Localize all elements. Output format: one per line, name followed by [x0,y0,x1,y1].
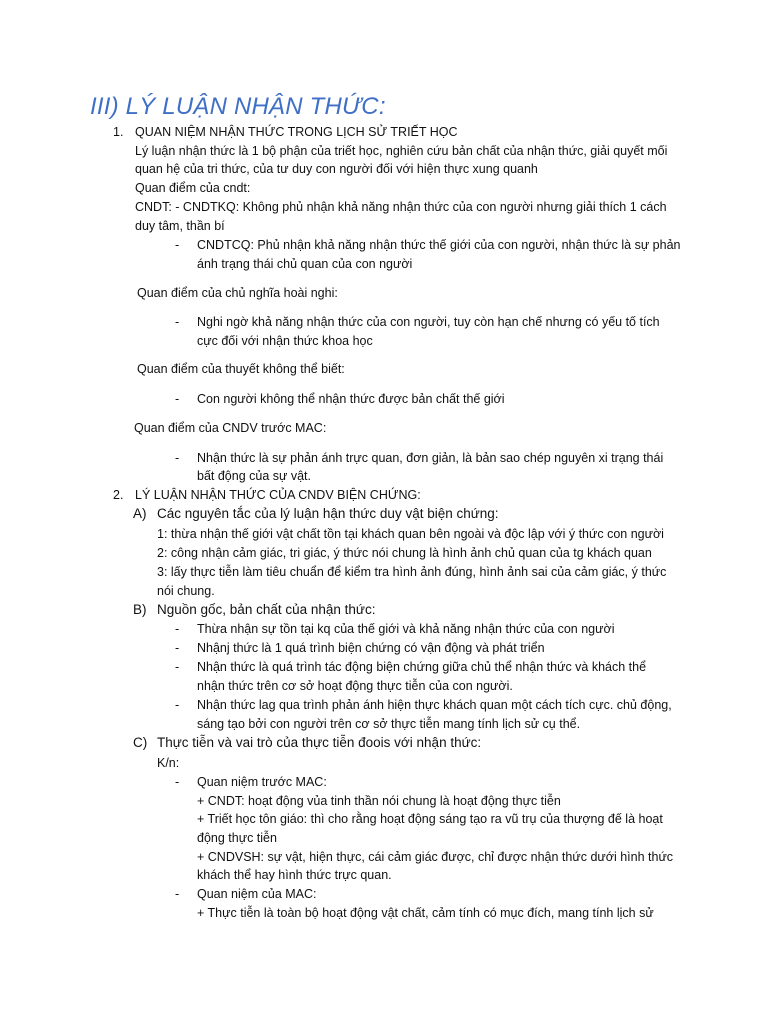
paragraph-line: CNDT: - CNDTKQ: Không phủ nhận khả năng nhận thức của con người nhưng giải thích 1 cách [135,200,667,214]
section1-title: QUAN NIỆM NHẬN THỨC TRONG LỊCH SỬ TRIẾT HỌC [135,125,458,139]
bullet-text: + Triết học tôn giáo: thì cho rằng hoạt động sáng tạo ra vũ trụ của thượng đế là hoạt [197,812,663,826]
bullet-text: + CNDVSH: sự vật, hiện thực, cái cảm giác được, chỉ được nhận thức dưới hình thức [197,850,674,864]
bullet-text: + CNDT: hoạt động vủa tinh thần nói chung là hoạt động thực tiễn [197,794,561,808]
bullet-text: ánh trạng thái chủ quan của con người [197,257,413,271]
bullet-text: sáng tạo bởi con người trên cơ sở thực tiễn mang tính lịch sử cụ thể. [197,717,581,731]
bullet-dash: - [175,887,180,901]
paragraph-line: duy tâm, thần bí [135,219,225,233]
bullet-dash: - [175,392,180,406]
bullet-text: Nhận thức là quá trình tác động biện chứng giữa chủ thể nhận thức và khách thể [197,660,647,674]
section-heading: III) LÝ LUẬN NHẬN THỨC: [90,93,386,120]
bullet-text: Quan niệm của MAC: [197,887,317,901]
paragraph-line: 3: lấy thực tiễn làm tiêu chuẩn để kiểm tra hình ảnh đúng, hình ảnh sai của cảm giác, ý thức [157,565,667,579]
bullet-text: Nhận thức lag qua trình phản ánh hiện thực khách quan một cách tích cực. chủ động, [197,698,672,712]
bullet-text: Nhậnj thức là 1 quá trình biện chứng có vận động và phát triển [197,641,545,655]
bullet-dash: - [175,238,180,252]
subsection-c-title: Thực tiễn và vai trò của thực tiễn đoois với nhận thức: [157,735,482,750]
bullet-dash: - [175,775,180,789]
paragraph-line: Quan điểm của cndt: [135,181,251,195]
sublist-label-c: C) [133,735,148,750]
sublist-label-a: A) [133,506,147,521]
bullet-dash: - [175,315,180,329]
bullet-text: CNDTCQ: Phủ nhận khả năng nhận thức thế giới của con người, nhận thức là sự phản [197,238,681,252]
subsection-b-title: Nguồn gốc, bản chất của nhận thức: [157,602,376,617]
paragraph-line: quan hệ của tri thức, của tư duy con người đối với hiện thực xung quanh [135,162,538,176]
paragraph-line: Quan điểm của chủ nghĩa hoài nghi: [137,286,338,300]
paragraph-line: Quan điểm của CNDV trước MAC: [134,421,327,435]
bullet-text: Nghi ngờ khả năng nhận thức của con người, tuy còn hạn chế nhưng có yếu tố tích [197,315,660,329]
list-number-1: 1. [113,125,124,139]
paragraph-line: nói chung. [157,584,215,598]
paragraph-line: K/n: [157,756,180,770]
bullet-text: Quan niệm trước MAC: [197,775,327,789]
bullet-text: khách thể hay hình thức trực quan. [197,868,392,882]
bullet-dash: - [175,451,180,465]
subsection-a-title: Các nguyên tắc của lý luận hận thức duy vật biện chứng: [157,506,499,521]
bullet-dash: - [175,622,180,636]
bullet-dash: - [175,660,180,674]
bullet-text: + Thực tiễn là toàn bộ hoạt động vật chất, cảm tính có mục đích, mang tính lịch sử [197,906,654,920]
list-number-2: 2. [113,488,124,502]
bullet-text: Con người không thể nhận thức được bản chất thế giới [197,392,505,406]
section2-title: LÝ LUẬN NHẬN THỨC CỦA CNDV BIỆN CHỨNG: [135,488,421,502]
bullet-dash: - [175,641,180,655]
bullet-text: bất động của sự vật. [197,469,311,483]
bullet-text: Thừa nhận sự tồn tại kq của thế giới và khả năng nhận thức của con người [197,622,615,636]
bullet-text: Nhận thức là sự phản ánh trực quan, đơn giản, là bản sao chép nguyên xi trạng thái [197,451,664,465]
paragraph-line: Lý luận nhận thức là 1 bộ phận của triết học, nghiên cứu bản chất của nhận thức, giải quyết mối [135,144,668,158]
paragraph-line: 2: công nhận cảm giác, tri giác, ý thức nói chung là hình ảnh chủ quan của tg khách quan [157,546,652,560]
bullet-text: động thực tiễn [197,831,277,845]
paragraph-line: Quan điểm của thuyết không thể biết: [137,362,345,376]
paragraph-line: 1: thừa nhận thế giới vật chất tồn tại khách quan bên ngoài và độc lập với ý thức con người [157,527,664,541]
sublist-label-b: B) [133,602,147,617]
bullet-text: nhận thức trên cơ sở hoạt động thực tiễn của con người. [197,679,513,693]
bullet-text: cực đối với nhận thức khoa học [197,334,373,348]
bullet-dash: - [175,698,180,712]
